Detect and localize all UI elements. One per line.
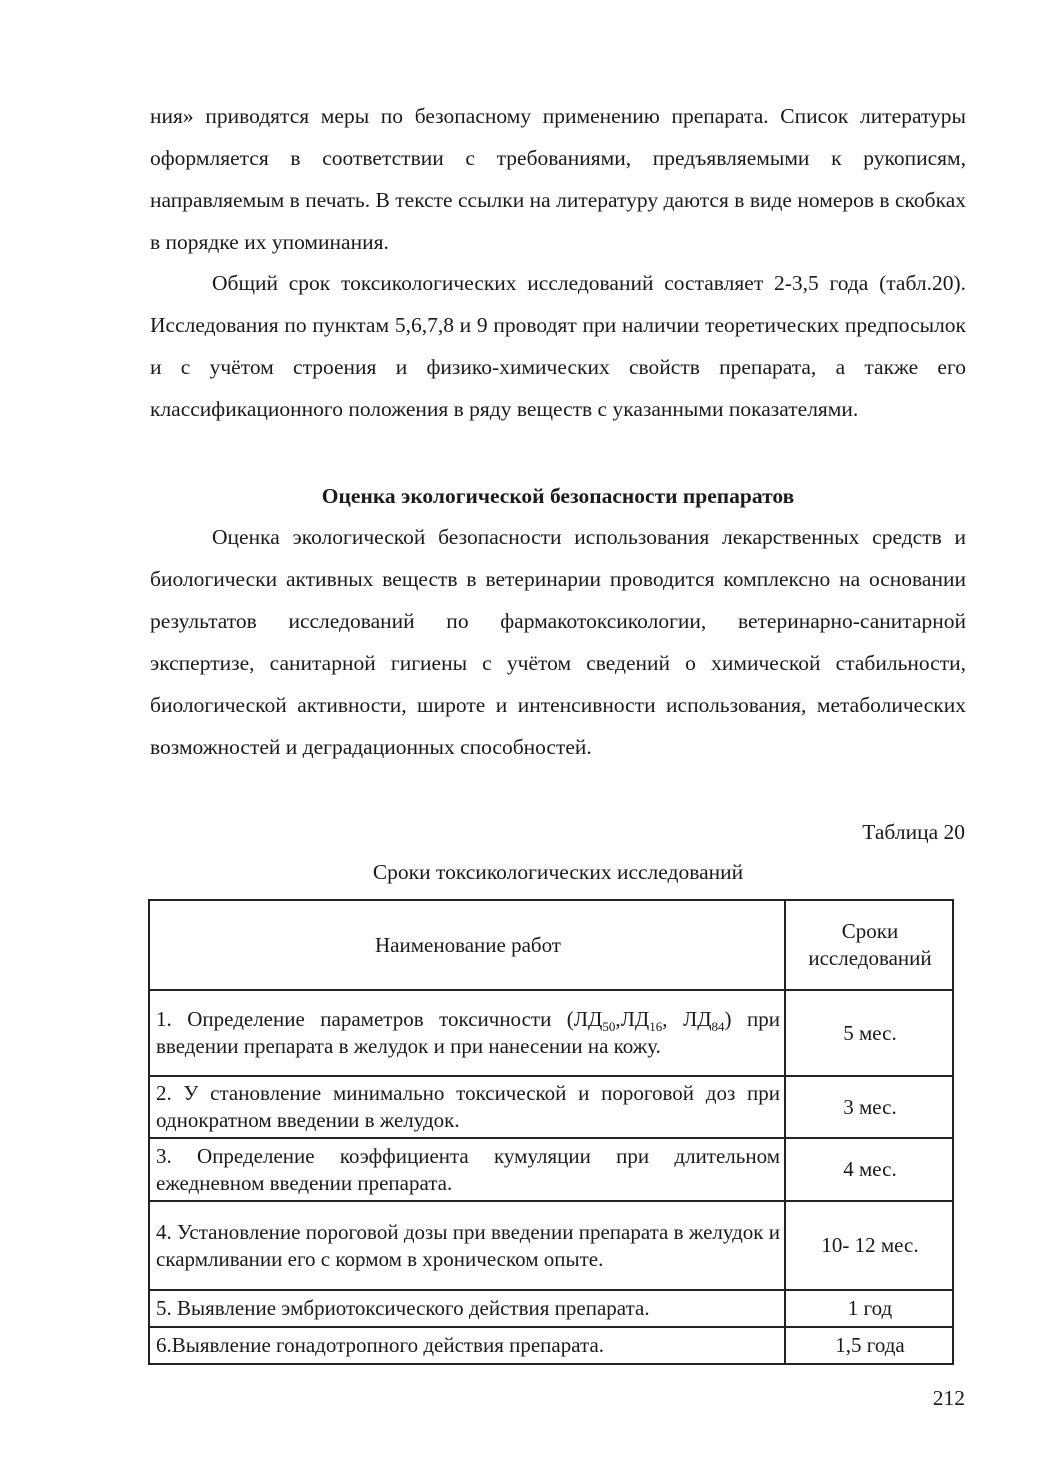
row-work-cell — [149, 990, 785, 1076]
row-work-cell: 3. Определение коэффициента кумуляции при длительном ежедневном введении препарата. — [149, 1138, 785, 1201]
row-term-cell: 1 год — [785, 1290, 953, 1327]
paragraph-toxicology-term: Общий срок токсикологических исследований составляет 2-3,5 года (табл.20). Исследования по пунктам 5,6,7,8 и 9 проводят при наличии теоретических предпосылок и с учётом строения и физико-химических свойств препарата, а также его классификационного положения в ряду веществ с указанными показателями. — [150, 271, 966, 421]
table-row — [149, 1201, 953, 1290]
row-work-cell: 5. Выявление эмбриотоксического действия препарата. — [149, 1290, 785, 1327]
section-heading: Оценка экологической безопасности препаратов — [321, 484, 795, 508]
subscript: 84 — [711, 1019, 725, 1035]
row-work-text: , ЛД — [662, 1007, 712, 1031]
row-term-cell: 5 мес. — [785, 990, 953, 1076]
table-row — [149, 1138, 953, 1201]
research-timeline-table — [148, 899, 954, 1365]
table-row — [149, 1076, 953, 1138]
paragraph-references: ния» приводятся меры по безопасному применению препарата. Список литературы оформляется в соответствии с требованиями, предъявляемыми к рукописям, направляемым в печать. В тексте ссылки на литературу даются в виде номеров в скобках в порядке их упоминания. — [150, 104, 966, 254]
table-row — [149, 990, 953, 1076]
paragraph-ecological-safety: Оценка экологической безопасности использования лекарственных средств и биологически активных веществ в ветеринарии проводится комплексно на основании результатов исследований по фармакотоксикологии, ветеринарно-санитарной экспертизе, санитарной гигиены с учётом сведений о химической стабильности, биологической активности, широте и интенсивности использования, метаболических возможностей и деградационных способностей. — [150, 525, 966, 759]
page-number: 212 — [932, 1386, 965, 1410]
table-header-row — [149, 900, 953, 990]
subscript: 16 — [649, 1019, 663, 1035]
header-term — [785, 900, 953, 990]
row-term-cell: 3 мес. — [785, 1076, 953, 1138]
row-work-cell: 4. Установление пороговой дозы при введении препарата в желудок и скармливании его с кормом в хроническом опыте. — [149, 1201, 785, 1290]
row-work-text: ,ЛД — [615, 1007, 650, 1031]
row-work-text: ) при введении препарата в желудок и при нанесении на кожу. — [156, 1007, 780, 1058]
subscript: 50 — [602, 1019, 616, 1035]
table-row — [149, 1327, 953, 1364]
row-work-cell: 2. У становление минимально токсической и пороговой доз при однократном введении в желудок. — [149, 1076, 785, 1138]
table-caption: Сроки токсикологических исследований — [372, 860, 744, 884]
row-work-text: 1. Определение параметров токсичности (ЛД — [156, 1007, 603, 1031]
header-work-name: Наименование работ — [149, 900, 785, 990]
row-term-cell: 4 мес. — [785, 1138, 953, 1201]
header-term-line1: Сроки — [841, 919, 899, 943]
row-term-cell: 1,5 года — [785, 1327, 953, 1364]
row-term-cell: 10- 12 мес. — [785, 1201, 953, 1290]
table-row — [149, 1290, 953, 1327]
table-number-label: Таблица 20 — [862, 820, 965, 844]
row-work-cell: 6.Выявление гонадотропного действия препарата. — [149, 1327, 785, 1364]
header-term-line2: исследований — [808, 946, 932, 970]
